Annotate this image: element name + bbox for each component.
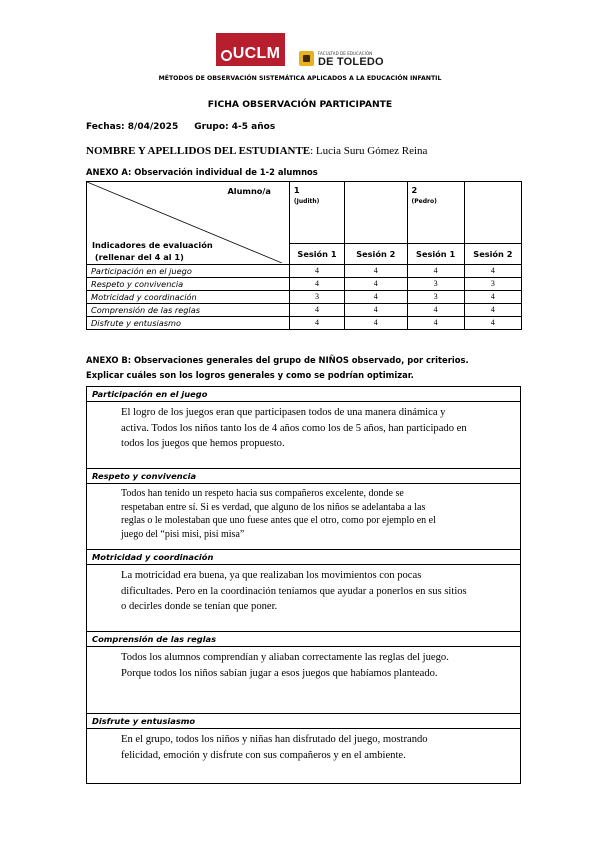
section-heading: Respeto y convivencia bbox=[87, 468, 520, 484]
score-cell: 4 bbox=[345, 291, 407, 304]
course-title: MÉTODOS DE OBSERVACIÓN SISTEMÁTICA APLICADOS A LA EDUCACIÓN INFANTIL bbox=[158, 75, 442, 82]
score-cell: 4 bbox=[345, 317, 407, 330]
table-row bbox=[87, 278, 522, 291]
student-number: 1 bbox=[293, 185, 300, 195]
toledo-logo-text: DE TOLEDO bbox=[318, 56, 384, 68]
table-row bbox=[87, 291, 522, 304]
score-cell: 3 bbox=[289, 291, 344, 304]
indicadores-label-1: Indicadores de evaluación bbox=[92, 240, 213, 250]
section-line: Todos los alumnos comprendían y aliaban correctamente las reglas del juego. bbox=[121, 652, 449, 663]
table-row bbox=[87, 304, 522, 317]
alumno-label: Alumno/a bbox=[227, 186, 271, 196]
empty-cell bbox=[345, 182, 407, 244]
indicator-label: Disfrute y entusiasmo bbox=[87, 317, 290, 330]
table-row bbox=[87, 265, 522, 278]
student-name: (Pedro) bbox=[411, 198, 437, 205]
score-cell: 4 bbox=[289, 304, 344, 317]
indicator-label: Respeto y convivencia bbox=[87, 278, 290, 291]
empty-cell bbox=[464, 182, 521, 244]
indicadores-label-2: (rellenar del 4 al 1) bbox=[94, 252, 184, 262]
score-cell: 4 bbox=[289, 278, 344, 291]
section-line: Porque todos los niños sabían jugar a esos juegos que habíamos planteado. bbox=[121, 667, 438, 679]
student-number: 2 bbox=[411, 185, 418, 195]
section-line: dificultades. Pero en la coordinación teníamos que ayudar a ponerlos en sus sitios bbox=[121, 585, 467, 597]
score-cell: 4 bbox=[464, 265, 521, 278]
toledo-logo-small-text: FACULTAD DE EDUCACIÓN bbox=[318, 51, 373, 56]
section-heading: Participación en el juego bbox=[87, 386, 520, 402]
section-heading: Motricidad y coordinación bbox=[87, 549, 520, 565]
indicator-label: Participación en el juego bbox=[87, 265, 290, 278]
document-title: FICHA OBSERVACIÓN PARTICIPANTE bbox=[207, 99, 393, 110]
score-cell: 4 bbox=[464, 291, 521, 304]
session-header: Sesión 2 bbox=[464, 244, 521, 265]
nombre-label: NOMBRE Y APELLIDOS DEL ESTUDIANTE bbox=[86, 145, 311, 157]
score-cell: 4 bbox=[345, 278, 407, 291]
section-line: activa. Todos los niños tanto los de 4 años como los de 5 años, han participado en bbox=[121, 422, 467, 434]
anexo-b-title: ANEXO B: Observaciones generales del grupo de NIÑOS observado, por criterios. bbox=[86, 355, 469, 365]
session-header: Sesión 1 bbox=[407, 244, 464, 265]
score-cell: 4 bbox=[289, 317, 344, 330]
section-line: Todos han tenido un respeto hacia sus compañeros excelente, donde se bbox=[121, 488, 404, 499]
section-line: En el grupo, todos los niños y niñas han disfrutado del juego, mostrando bbox=[121, 734, 428, 745]
section-heading: Comprensión de las reglas bbox=[87, 631, 520, 647]
indicadores-label bbox=[92, 239, 213, 263]
section-motricidad bbox=[86, 549, 521, 632]
score-cell: 4 bbox=[289, 265, 344, 278]
section-respeto bbox=[86, 468, 521, 550]
section-participacion bbox=[86, 386, 521, 469]
section-comprension bbox=[86, 631, 521, 714]
student-2-cell bbox=[407, 182, 464, 244]
section-disfrute bbox=[86, 713, 521, 784]
section-line: reglas o le molestaban que uno fuese antes que el otro, como por ejemplo en el bbox=[121, 515, 436, 526]
student-1-cell bbox=[289, 182, 344, 244]
table-row bbox=[87, 317, 522, 330]
score-cell: 3 bbox=[407, 291, 464, 304]
score-cell: 4 bbox=[345, 265, 407, 278]
section-body bbox=[87, 484, 520, 550]
section-line: felicidad, emoción y disfrute con sus compañeros y en el ambiente. bbox=[121, 749, 406, 761]
table-header-row bbox=[87, 182, 522, 244]
section-line: respetaban entre sí. Si es verdad, que alguno de los niños se adelantaba a las bbox=[121, 501, 426, 513]
section-line: El logro de los juegos eran que participasen todos de una manera dinámica y bbox=[121, 407, 446, 418]
section-body bbox=[87, 729, 520, 783]
section-line: juego del “pisi misi, pisi misa” bbox=[121, 528, 245, 540]
score-cell: 3 bbox=[464, 278, 521, 291]
diagonal-header-cell bbox=[87, 182, 290, 265]
fechas: Fechas: 8/04/2025 bbox=[86, 122, 179, 132]
uclm-logo bbox=[216, 33, 285, 66]
score-cell: 4 bbox=[345, 304, 407, 317]
score-cell: 4 bbox=[464, 317, 521, 330]
indicator-label: Motricidad y coordinación bbox=[87, 291, 290, 304]
session-header: Sesión 1 bbox=[289, 244, 344, 265]
score-cell: 3 bbox=[407, 278, 464, 291]
grupo: Grupo: 4-5 años bbox=[194, 122, 276, 132]
indicator-label: Comprensión de las reglas bbox=[87, 304, 290, 317]
nombre-value: : Lucia Suru Gómez Reina bbox=[310, 145, 428, 157]
score-cell: 4 bbox=[407, 317, 464, 330]
section-body bbox=[87, 647, 520, 714]
score-cell: 4 bbox=[407, 265, 464, 278]
toledo-logo-icon bbox=[299, 51, 314, 66]
section-heading: Disfrute y entusiasmo bbox=[87, 713, 520, 729]
anexo-a-table bbox=[86, 181, 522, 330]
section-line: todos los juegos que hemos propuesto. bbox=[121, 438, 285, 450]
meta-line bbox=[86, 122, 291, 132]
section-line: La motricidad era buena, ya que realizaban los movimientos con pocas bbox=[121, 570, 422, 581]
uclm-logo-text: UCLM bbox=[232, 45, 281, 62]
student-name-line bbox=[86, 145, 427, 157]
session-header: Sesión 2 bbox=[345, 244, 407, 265]
score-cell: 4 bbox=[464, 304, 521, 317]
section-body bbox=[87, 565, 520, 632]
score-cell: 4 bbox=[407, 304, 464, 317]
section-line: o decirles donde se tenían que poner. bbox=[121, 601, 278, 613]
student-name: (Judith) bbox=[293, 198, 320, 205]
anexo-a-title: ANEXO A: Observación individual de 1-2 alumnos bbox=[86, 167, 318, 177]
anexo-b-subtitle: Explicar cuáles son los logros generales y como se podrían optimizar. bbox=[86, 370, 414, 380]
section-body bbox=[87, 402, 520, 469]
uclm-logo-mark-icon bbox=[221, 50, 232, 61]
